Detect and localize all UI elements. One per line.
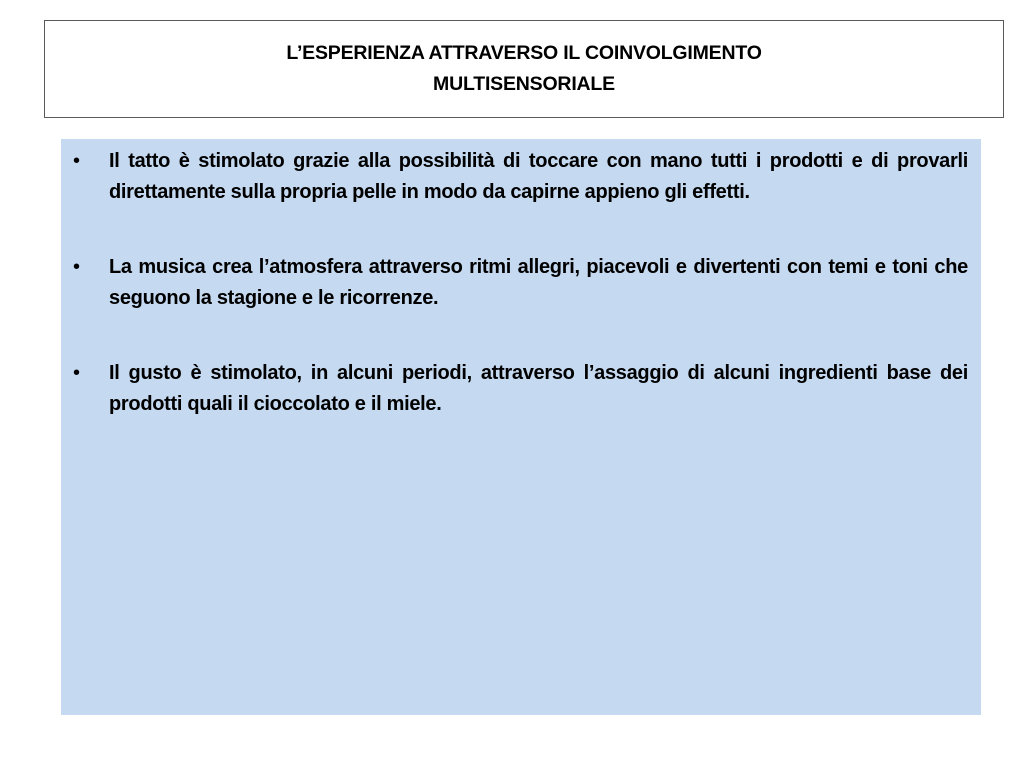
bullet-list — [73, 146, 968, 420]
slide-title-box — [44, 20, 1004, 118]
bullet-point-icon: • — [73, 150, 81, 172]
bullet-point-icon: • — [73, 362, 81, 384]
slide-content-panel — [61, 139, 981, 715]
bullet-text-touch: Il tatto è stimolato grazie alla possibilità di toccare con mano tutti i prodotti e di provarli direttamente sulla propria pelle in modo da capirne appieno gli effetti. — [109, 150, 968, 203]
bullet-text-taste: Il gusto è stimolato, in alcuni periodi, attraverso l’assaggio di alcuni ingredienti base dei prodotti quali il cioccolato e il miele. — [109, 362, 968, 415]
bullet-text-music: La musica crea l’atmosfera attraverso ritmi allegri, piacevoli e divertenti con temi e toni che seguono la stagione e le ricorrenze. — [109, 256, 968, 309]
slide-title: L’ESPERIENZA ATTRAVERSO IL COINVOLGIMENTO MULTISENSORIALE — [286, 42, 762, 95]
bullet-item-music — [73, 252, 968, 314]
bullet-item-touch — [73, 146, 968, 208]
bullet-point-icon: • — [73, 256, 81, 278]
bullet-item-taste — [73, 358, 968, 420]
